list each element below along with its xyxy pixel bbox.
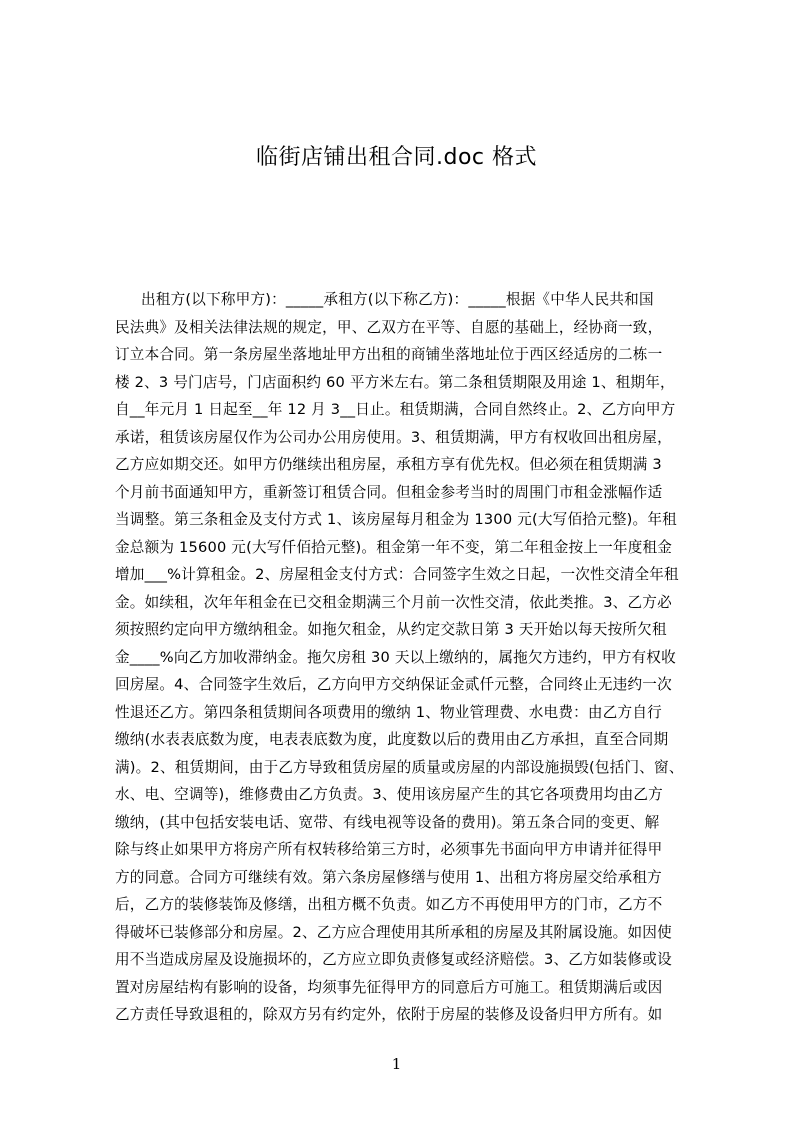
- body-line: 须按照约定向甲方缴纳租金。如拖欠租金，从约定交款日第 3 天开始以每天按所欠租: [115, 621, 667, 638]
- body-line: 方的同意。合同方可继续有效。第六条房屋修缮与使用 1、出租方将房屋交给承租方: [115, 868, 662, 886]
- body-line: 金。如续租，次年年租金在已交租金期满三个月前一次性交清，依此类推。3、乙方必: [115, 593, 672, 611]
- page-number: 1: [391, 1055, 402, 1073]
- body-line: 用不当造成房屋及设施损坏的，乙方应立即负责修复或经济赔偿。3、乙方如装修或设: [115, 951, 672, 968]
- body-line: 性退还乙方。第四条租赁期间各项费用的缴纳 1、物业管理费、水电费：由乙方自行: [115, 703, 662, 721]
- body-line: 订立本合同。第一条房屋坐落地址甲方出租的商铺坐落地址位于西区经适房的二栋一: [115, 346, 663, 363]
- body-line: 金总额为 15600 元(大写仟佰拾元整)。租金第一年不变，第二年租金按上一年度租金: [115, 538, 673, 556]
- body-line: 满)。2、租赁期间，由于乙方导致租赁房屋的质量或房屋的内部设施损毁(包括门、窗、: [115, 758, 684, 776]
- body-line: 金____%向乙方加收滞纳金。拖欠房租 30 天以上缴纳的，属拖欠方违约，甲方有权收: [115, 648, 676, 666]
- body-line: 当调整。第三条租金及支付方式 1、该房屋每月租金为 1300 元(大写佰拾元整)。年租: [115, 511, 677, 528]
- document-title: 临街店铺出租合同.doc 格式: [255, 145, 537, 170]
- contract-body: [115, 286, 698, 1023]
- body-line: 增加___%计算租金。2、房屋租金支付方式：合同签字生效之日起，一次性交清全年租: [115, 566, 679, 583]
- body-line: 乙方应如期交还。如甲方仍继续出租房屋，承租方享有优先权。但必须在租赁期满 3: [115, 456, 662, 473]
- body-line: 缴纳，(其中包括安装电话、宽带、有线电视等设备的费用)。第五条合同的变更、解: [115, 813, 660, 831]
- body-line: 置对房屋结构有影响的设备，均须事先征得甲方的同意后方可施工。租赁期满后或因: [115, 978, 663, 996]
- body-line: 得破坏已装修部分和房屋。2、乙方应合理使用其所承租的房屋及其附属设施。如因使: [115, 923, 672, 941]
- body-line: 自__年元月 1 日起至__年 12 月 3__日止。租赁期满，合同自然终止。2、乙方向甲方: [115, 401, 676, 418]
- body-line: 后，乙方的装修装饰及修缮，出租方概不负责。如乙方不再使用甲方的门市，乙方不: [115, 896, 663, 913]
- body-line: 乙方责任导致退租的，除双方另有约定外，依附于房屋的装修及设备归甲方所有。如: [115, 1006, 663, 1023]
- body-line: 缴纳(水表表底数为度，电表表底数为度，此度数以后的费用由乙方承担，直至合同期: [115, 731, 669, 748]
- body-line: 楼 2、3 号门店号，门店面积约 60 平方米左右。第二条租赁期限及用途 1、租期年，: [115, 373, 675, 391]
- body-line: 民法典》及相关法律法规的规定，甲、乙双方在平等、自愿的基础上，经协商一致，: [115, 318, 663, 336]
- body-line: 水、电、空调等)，维修费由乙方负责。3、使用该房屋产生的其它各项费用均由乙方: [115, 786, 663, 803]
- body-line: 承诺，租赁该房屋仅作为公司办公用房使用。3、租赁期满，甲方有权收回出租房屋，: [115, 428, 672, 446]
- body-line: 回房屋。4、合同签字生效后，乙方向甲方交纳保证金贰仟元整，合同终止无违约一次: [115, 676, 672, 693]
- body-line: 出租方(以下称甲方)：_____承租方(以下称乙方)：_____根据《中华人民共和国: [141, 291, 654, 308]
- body-line: 除与终止如果甲方将房产所有权转移给第三方时，必须事先书面向甲方申请并征得甲: [115, 841, 663, 858]
- body-line: 个月前书面通知甲方，重新签订租赁合同。但租金参考当时的周围门市租金涨幅作适: [115, 483, 663, 501]
